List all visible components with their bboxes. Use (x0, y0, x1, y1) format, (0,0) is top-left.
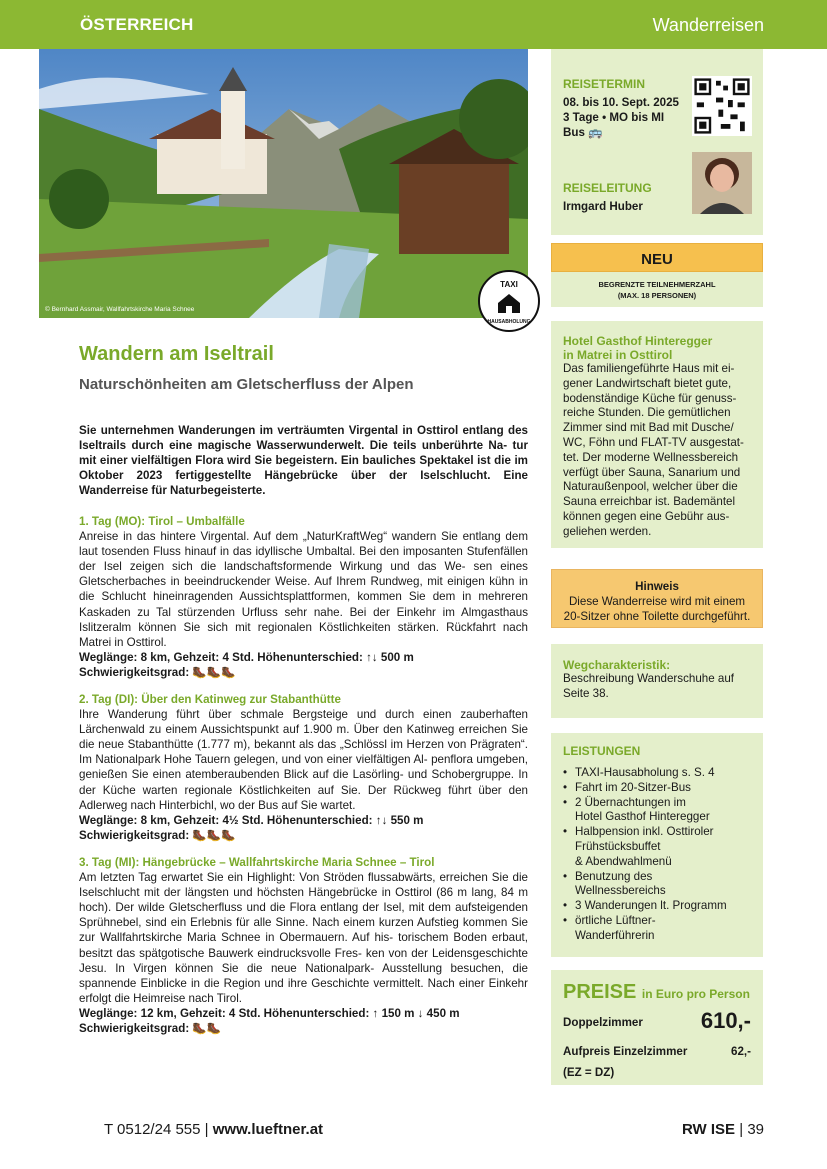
taxi-house-icon (480, 272, 538, 330)
hotel-description: Das familiengeführte Haus mit ei- gener Landwirtschaft bietet gute, bodenständige Küche für genuss- reiche Stunden. Die gemütlichen Zimmer sind mit Bad mit Dusche/ WC, Föhn und FLAT-TV ausgestat- tet. Der moderne Wellnessbereich verfügt über Sauna, Sanarium und Naturaußenpool, welcher über die Sauna erreichbar ist. Bademäntel können gegen eine Gebühr aus- geliehen werden. (563, 362, 744, 538)
reisetermin-box (551, 49, 763, 235)
footer-page (682, 1121, 764, 1138)
price-row-ez (563, 1045, 751, 1058)
day-3-stats: Weglänge: 12 km, Gehzeit: 4 Std. Höhenunterschied: ↑ 150 m ↓ 450 m (79, 1006, 460, 1020)
hotel-name-line-2: in Matrei in Osttirol (563, 348, 673, 362)
day-3-section (79, 855, 528, 1036)
weg-line-1: Beschreibung Wanderschuhe auf (563, 672, 735, 685)
list-item: • 2 Übernachtungen im Hotel Gasthof Hinteregger (575, 796, 751, 826)
day-2-stats: Weglänge: 8 km, Gehzeit: 4½ Std. Höhenunterschied: ↑↓ 550 m (79, 813, 424, 827)
day-line: einigen kühn in die Schlucht hineinragenden Aussichtsplattformen, kommen Sie (79, 575, 528, 604)
page-subtitle: Naturschönheiten am Gletscherfluss der Alpen (79, 376, 414, 393)
list-item: • 3 Wanderungen lt. Programm (575, 899, 751, 914)
day-3-grade: Schwierigkeitsgrad: 🥾🥾 (79, 1022, 222, 1036)
day-line: und Schobergruppe. In der Küche warten regionale Köstlichkeiten auf Sie. Der (79, 768, 528, 797)
qr-code-icon[interactable] (692, 76, 752, 136)
country-label: ÖSTERREICH (80, 15, 194, 34)
footer-separator: | (739, 1121, 744, 1138)
list-item: • Halbpension inkl. Osttiroler Frühstücksbuffet & Abendwahlmenü (575, 825, 751, 869)
leistungen-label: LEISTUNGEN (563, 744, 641, 758)
intro-line: tur mit einer vielfältigen Flora wird Sie begeistern. Ein bauliches Spektakel ist (79, 439, 528, 468)
ez-note: (EZ = DZ) (563, 1066, 615, 1079)
badge-top-text: TAXI (500, 280, 518, 289)
day-line: Aufstieg kommen Sie zur Wallfahrtskirche Maria Schnee in Obermauern. Auf his- (79, 916, 528, 945)
hotel-name-line-1: Hotel Gasthof Hinteregger (563, 334, 713, 348)
day-line: Lärchenwald zu einem Aussichtspunkt auf 1.900 m. Über den Katinweg erreichen (79, 723, 507, 737)
neu-line-2: (MAX. 18 PERSONEN) (617, 291, 697, 300)
person-icon (692, 152, 752, 214)
hinweis-label: Hinweis (635, 580, 679, 593)
reiseleitung-label: REISELEITUNG (563, 181, 652, 195)
taxi-hausabholung-badge (478, 270, 540, 332)
wegcharakteristik-box (551, 644, 763, 718)
page-number: 39 (747, 1121, 764, 1138)
day-2-heading: 2. Tag (DI): Über den Katinweg zur Stabanthütte (79, 693, 341, 706)
footer-separator: | (204, 1121, 209, 1138)
day-line: torischem Boden erbaut, besitzt das spätgotische Bauwerk eindrucksvolle Fres- (79, 931, 528, 960)
day-line: Prägraten“. Im Nationalpark Hohe Tauern gelegen, und von einer vielfältigen Al- (79, 738, 528, 767)
header-bar (0, 0, 827, 49)
footer-website-link[interactable]: www.lueftner.at (212, 1121, 324, 1138)
day-line: Rückfahrt nach Matrei in Osttirol. (79, 620, 528, 649)
intro-text (79, 423, 528, 498)
list-item: • Fahrt im 20-Sitzer-Bus (575, 781, 751, 796)
price-row-dz (563, 1008, 751, 1033)
hotel-box (551, 321, 763, 548)
neu-box (551, 243, 763, 307)
reisetermin-dates: 08. bis 10. Sept. 2025 (563, 96, 680, 109)
day-1-stats: Weglänge: 8 km, Gehzeit: 4 Std. Höhenunterschied: ↑↓ 500 m (79, 650, 414, 664)
preise-heading: PREISE (563, 981, 637, 1003)
day-3-heading: 3. Tag (MI): Hängebrücke – Wallfahrtskirche Maria Schnee – Tirol (79, 856, 435, 869)
hinweis-box (551, 569, 763, 628)
reiseleitung-name: Irmgard Huber (563, 200, 643, 213)
intro-line: die im Oktober 2023 fertiggestellte Hängebrücke über der Iselschlucht. Eine (79, 454, 528, 483)
day-line: penflora umgeben, genießen Sie einen atemberaubenden Blick auf die Lasörling- (79, 753, 528, 782)
day-line: Sie die neue Stabanthütte (1.777 m), bekannt als das „Schlössl im Herzen von (79, 723, 528, 752)
day-2-grade: Schwierigkeitsgrad: 🥾🥾🥾 (79, 828, 236, 842)
intro-line: Wanderreise für Naturbegeisterte. (79, 484, 266, 498)
dz-label: Doppelzimmer (563, 1016, 643, 1029)
day-2-section (79, 692, 528, 843)
list-item: • Benutzung des Wellnessbereichs (575, 870, 751, 900)
ez-value: 62,- (731, 1045, 751, 1058)
reisetermin-duration: 3 Tage • MO bis MI (563, 110, 665, 124)
neu-line-1: BEGRENZTE TEILNEHMERZAHL (598, 280, 716, 289)
day-line: dem laut tosenden Fluss hinauf in das idyllische Umbaltal. Bei den imposanten (79, 530, 528, 559)
reisetermin-label: REISETERMIN (563, 77, 646, 91)
leistungen-box (551, 733, 763, 957)
footer-contact (104, 1121, 323, 1138)
day-line: Am letzten Tag erwartet Sie ein Highlight: Von Ströden flussabwärts, erreichen (79, 871, 488, 885)
day-1-section (79, 514, 528, 680)
list-item: • örtliche Lüftner- Wanderführerin (575, 914, 751, 944)
day-line: Ausstellung besuchen, die spannende Einblicke in die Region und ihre Geschichte (79, 961, 528, 990)
leistungen-list (563, 766, 751, 944)
landscape-illustration (39, 49, 528, 318)
footer-phone: T 0512/24 555 (104, 1121, 201, 1138)
guide-portrait (692, 152, 752, 214)
dz-value: 610,- (700, 1008, 751, 1033)
day-line: Anreise in das hintere Virgental. Auf dem „NaturKraftWeg“ wandern Sie entlang (79, 530, 501, 544)
day-line: Sie die Iselschlucht mit der längsten und höchsten Hängebrücke in Osttirol (86 m (79, 871, 528, 900)
day-line: lang, 84 m hoch). Der wilde Gletscherfluss und die Flora entlang der Isel, mit dem (79, 886, 528, 915)
hero-photo (39, 49, 528, 318)
hinweis-line-1: Diese Wanderreise wird mit einem (568, 595, 746, 608)
day-line: sen eines Gletscherbaches in beeindruckender Weise. Auf Ihrem Rundweg, mit (79, 560, 528, 589)
intro-line: des Iseltrails durch eine magische Wasserwunderwelt. Die teils unberührte Na- (79, 424, 528, 453)
weg-label: Wegcharakteristik: (563, 658, 671, 672)
preise-unit: in Euro pro Person (641, 987, 750, 1001)
weg-line-2: Seite 38. (563, 686, 609, 700)
badge-bottom-text: HAUSABHOLUNG (487, 319, 531, 325)
day-line: Rückweg führt über den Adlerweg nach Hinterbichl, wo der Bus auf Sie wartet. (79, 783, 528, 812)
list-item: • TAXI-Hausabholung s. S. 4 (575, 766, 751, 781)
preise-box (551, 970, 763, 1085)
ez-label: Aufpreis Einzelzimmer (563, 1045, 688, 1058)
day-line: ken von der Leidensgeschichte Jesu. In Virgen können Sie die neue Nationalpark- (79, 946, 528, 975)
hinweis-line-2: 20-Sitzer ohne Toilette durchgeführt. (563, 610, 751, 623)
photo-credit: © Bernhard Assmair, Wallfahrtskirche Maria Schnee (45, 306, 195, 313)
day-line: im Almgasthaus Islitzeralm können Sie sich mit regionalen Köstlichkeiten stärken. (79, 605, 528, 634)
day-1-grade: Schwierigkeitsgrad: 🥾🥾🥾 (79, 665, 236, 679)
day-line: Ihre Wanderung führt über schmale Bergsteige und durch einen zauberhaften (79, 708, 528, 722)
footer-code: RW ISE (681, 1121, 736, 1138)
page-title: Wandern am Iseltrail (79, 343, 274, 365)
neu-label: NEU (551, 243, 763, 272)
reisetermin-transport: Bus 🚌 (563, 125, 603, 139)
day-line: vermittelt. Nach einer Einkehr erfolgt die Heimreise nach Tirol. (79, 976, 528, 1005)
category-label: Wanderreisen (652, 15, 764, 35)
day-line: aufsteigenden Sprühnebel, sind ein Erlebnis für alle Sinne. Nach einem kurzen (79, 901, 528, 930)
day-1-heading: 1. Tag (MO): Tirol – Umbalfälle (79, 515, 245, 528)
day-line: Stufenfällen der Isel zeigen sich die landschaftsformende Wirkung und das We- (79, 545, 528, 574)
intro-line: Sie unternehmen Wanderungen im verträumten Virgental in Osttirol entlang (79, 424, 504, 437)
day-line: dem in mehreren Kaskaden zu Tal stürzenden Urfluss sehr nahe. Bei der Einkehr (79, 590, 529, 619)
